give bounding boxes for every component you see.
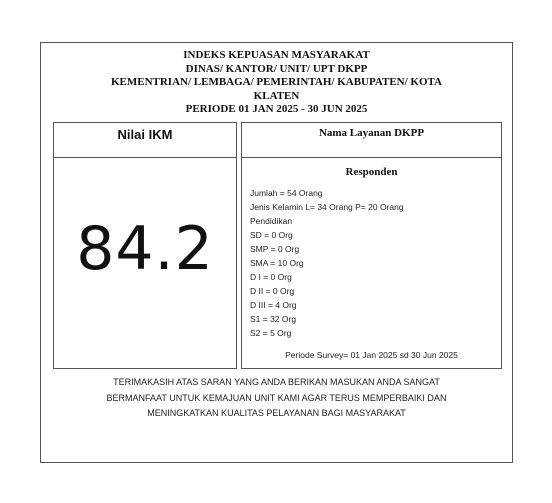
ikm-title-box	[53, 122, 237, 158]
header-title: INDEKS KEPUASAN MASYARAKAT	[183, 49, 370, 61]
responden-d2: D II = 0 Org	[250, 286, 295, 296]
periode-survey: Periode Survey= 01 Jan 2025 sd 30 Jun 2025	[285, 350, 458, 360]
responden-sd: SD = 0 Org	[250, 230, 293, 240]
ikm-card	[40, 42, 513, 463]
ikm-value: 84.2	[76, 214, 214, 284]
layanan-title: Nama Layanan DKPP	[318, 127, 425, 139]
report-header	[41, 49, 512, 117]
responden-list	[250, 186, 404, 340]
footer-line: TERIMAKASIH ATAS SARAN YANG ANDA BERIKAN MASUKAN ANDA SANGAT	[113, 377, 440, 387]
responden-title: Responden	[345, 166, 398, 178]
responden-pendidikan-label: Pendidikan	[250, 216, 293, 226]
responden-s1: S1 = 32 Org	[250, 314, 297, 324]
responden-box	[241, 157, 502, 369]
ikm-title: Nilai IKM	[117, 127, 173, 142]
header-institution: KEMENTRIAN/ LEMBAGA/ PEMERINTAH/ KABUPATEN/ KOTA	[110, 76, 443, 88]
responden-s2: S2 = 5 Org	[250, 328, 292, 338]
responden-jumlah: Jumlah = 54 Orang	[250, 188, 323, 198]
header-region: KLATEN	[253, 89, 300, 102]
header-unit: DINAS/ KANTOR/ UNIT/ UPT DKPP	[185, 62, 368, 75]
responden-sma: SMA = 10 Org	[250, 258, 304, 268]
responden-smp: SMP = 0 Org	[250, 244, 300, 254]
footer-line: BERMANFAAT UNTUK KEMAJUAN UNIT KAMI AGAR TERUS MEMPERBAIKI DAN	[106, 392, 447, 403]
thank-you-message	[41, 375, 512, 422]
responden-d3: D III = 4 Org	[250, 300, 297, 310]
layanan-box	[241, 122, 502, 158]
ikm-value-box	[53, 157, 237, 369]
responden-jenis-kelamin: Jenis Kelamin L= 34 Orang P= 20 Orang	[250, 202, 404, 212]
header-period: PERIODE 01 JAN 2025 - 30 JUN 2025	[185, 103, 368, 115]
footer-line: MENINGKATKAN KUALITAS PELAYANAN BAGI MASYARAKAT	[147, 408, 406, 418]
responden-d1: D I = 0 Org	[250, 272, 292, 282]
